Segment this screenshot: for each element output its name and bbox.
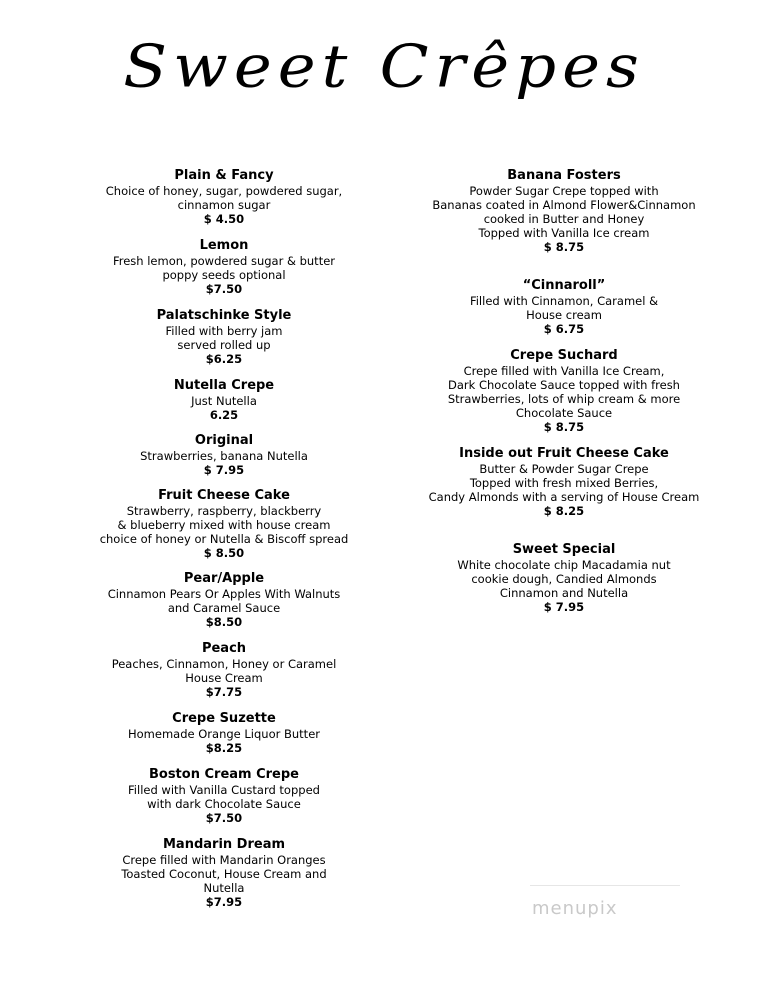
menu-item xyxy=(70,308,378,366)
item-price: $ 8.75 xyxy=(543,240,585,254)
item-description-line: Toasted Coconut, House Cream and xyxy=(121,867,327,881)
menu-item xyxy=(70,837,378,909)
item-name: Banana Fosters xyxy=(507,168,621,183)
menu-item xyxy=(70,641,378,699)
item-description xyxy=(70,727,378,741)
item-description-line: Filled with Vanilla Custard topped xyxy=(128,783,320,797)
item-description-line: Filled with berry jam xyxy=(165,324,283,338)
item-name: Pear/Apple xyxy=(183,571,265,586)
item-description-line: Chocolate Sauce xyxy=(515,406,613,420)
item-description-line: Candy Almonds with a serving of House Cream xyxy=(428,490,700,504)
menu-item xyxy=(70,168,378,226)
item-description-line: Crepe filled with Mandarin Oranges xyxy=(122,853,326,867)
item-name: Inside out Fruit Cheese Cake xyxy=(459,446,669,461)
item-price: $6.25 xyxy=(205,352,243,366)
item-description-line: Dark Chocolate Sauce topped with fresh xyxy=(448,378,680,392)
item-price: $8.25 xyxy=(205,741,243,755)
item-description xyxy=(70,783,378,811)
item-name: Crepe Suzette xyxy=(172,711,276,726)
item-price: $ 8.25 xyxy=(543,504,585,518)
item-price: $7.95 xyxy=(205,895,243,909)
item-description-line: Topped with fresh mixed Berries, xyxy=(469,476,659,490)
item-description xyxy=(410,364,718,420)
item-name: “Cinnaroll” xyxy=(522,278,606,293)
menu-item xyxy=(410,278,718,336)
item-name: Palatschinke Style xyxy=(156,308,292,323)
item-description-line: Cinnamon and Nutella xyxy=(499,586,629,600)
item-description-line: Filled with Cinnamon, Caramel & xyxy=(469,294,659,308)
item-description-line: Peaches, Cinnamon, Honey or Caramel xyxy=(111,657,337,671)
item-description-line: Fresh lemon, powdered sugar & butter xyxy=(112,254,336,268)
item-price: $7.75 xyxy=(205,685,243,699)
item-name: Original xyxy=(194,433,254,448)
watermark-divider xyxy=(530,885,680,886)
item-name: Crepe Suchard xyxy=(510,348,618,363)
item-description xyxy=(70,504,378,546)
item-description-line: Just Nutella xyxy=(191,394,257,408)
item-description-line: served rolled up xyxy=(177,338,271,352)
item-description-line: choice of honey or Nutella & Biscoff spread xyxy=(99,532,349,546)
item-description-line: cooked in Butter and Honey xyxy=(483,212,645,226)
item-price: 6.25 xyxy=(209,408,239,422)
item-description-line: Nutella xyxy=(203,881,245,895)
item-name: Plain & Fancy xyxy=(174,168,274,183)
item-description-line: Choice of honey, sugar, powdered sugar, xyxy=(105,184,343,198)
item-description-line: Homemade Orange Liquor Butter xyxy=(128,727,320,741)
item-description xyxy=(70,853,378,895)
item-price: $7.50 xyxy=(205,811,243,825)
item-description-line: & blueberry mixed with house cream xyxy=(117,518,331,532)
item-description-line: Powder Sugar Crepe topped with xyxy=(469,184,659,198)
item-description-line: Topped with Vanilla Ice cream xyxy=(478,226,650,240)
menu-item xyxy=(410,446,718,518)
menu-item xyxy=(70,571,378,629)
item-name: Lemon xyxy=(199,238,249,253)
menu-item xyxy=(410,542,718,614)
item-description-line: Strawberry, raspberry, blackberry xyxy=(126,504,322,518)
menu-item xyxy=(70,378,378,422)
item-description-line: Crepe filled with Vanilla Ice Cream, xyxy=(463,364,665,378)
menu-item xyxy=(410,168,718,254)
item-description xyxy=(410,294,718,322)
item-description-line: poppy seeds optional xyxy=(162,268,286,282)
item-description-line: Cinnamon Pears Or Apples With Walnuts xyxy=(107,587,341,601)
item-price: $ 8.75 xyxy=(543,420,585,434)
item-description xyxy=(70,324,378,352)
item-price: $7.50 xyxy=(205,282,243,296)
item-price: $ 8.50 xyxy=(203,546,245,560)
item-description-line: House cream xyxy=(526,308,602,322)
item-description xyxy=(410,462,718,504)
item-price: $8.50 xyxy=(205,615,243,629)
menu-column-right xyxy=(410,168,718,614)
item-description xyxy=(70,587,378,615)
item-name: Mandarin Dream xyxy=(162,837,286,852)
menu-item xyxy=(70,767,378,825)
item-name: Sweet Special xyxy=(512,542,616,557)
menu-item xyxy=(70,238,378,296)
menu-item xyxy=(70,433,378,477)
item-price: $ 4.50 xyxy=(203,212,245,226)
item-description-line: cinnamon sugar xyxy=(177,198,271,212)
item-description-line: Butter & Powder Sugar Crepe xyxy=(479,462,649,476)
item-description xyxy=(70,449,378,463)
menu-title: Sweet Crêpes xyxy=(123,32,645,102)
menu-item xyxy=(70,711,378,755)
item-description-line: Strawberries, lots of whip cream & more xyxy=(447,392,681,406)
item-name: Nutella Crepe xyxy=(173,378,275,393)
item-description-line: Bananas coated in Almond Flower&Cinnamon xyxy=(432,198,696,212)
item-description xyxy=(410,184,718,240)
item-name: Fruit Cheese Cake xyxy=(158,488,290,503)
item-description xyxy=(70,394,378,408)
item-description-line: White chocolate chip Macadamia nut xyxy=(457,558,671,572)
item-description-line: with dark Chocolate Sauce xyxy=(147,797,301,811)
item-name: Peach xyxy=(201,641,247,656)
item-description-line: and Caramel Sauce xyxy=(167,601,281,615)
item-description-line: cookie dough, Candied Almonds xyxy=(471,572,657,586)
item-price: $ 7.95 xyxy=(543,600,585,614)
item-description xyxy=(70,657,378,685)
item-description xyxy=(410,558,718,600)
item-description xyxy=(70,184,378,212)
menu-column-left xyxy=(70,168,378,909)
item-price: $ 6.75 xyxy=(543,322,585,336)
watermark-logo: menupix xyxy=(532,898,618,919)
item-description-line: House Cream xyxy=(185,671,263,685)
item-description-line: Strawberries, banana Nutella xyxy=(140,449,308,463)
item-price: $ 7.95 xyxy=(203,463,245,477)
item-name: Boston Cream Crepe xyxy=(148,767,299,782)
menu-item xyxy=(70,488,378,560)
menu-item xyxy=(410,348,718,434)
item-description xyxy=(70,254,378,282)
